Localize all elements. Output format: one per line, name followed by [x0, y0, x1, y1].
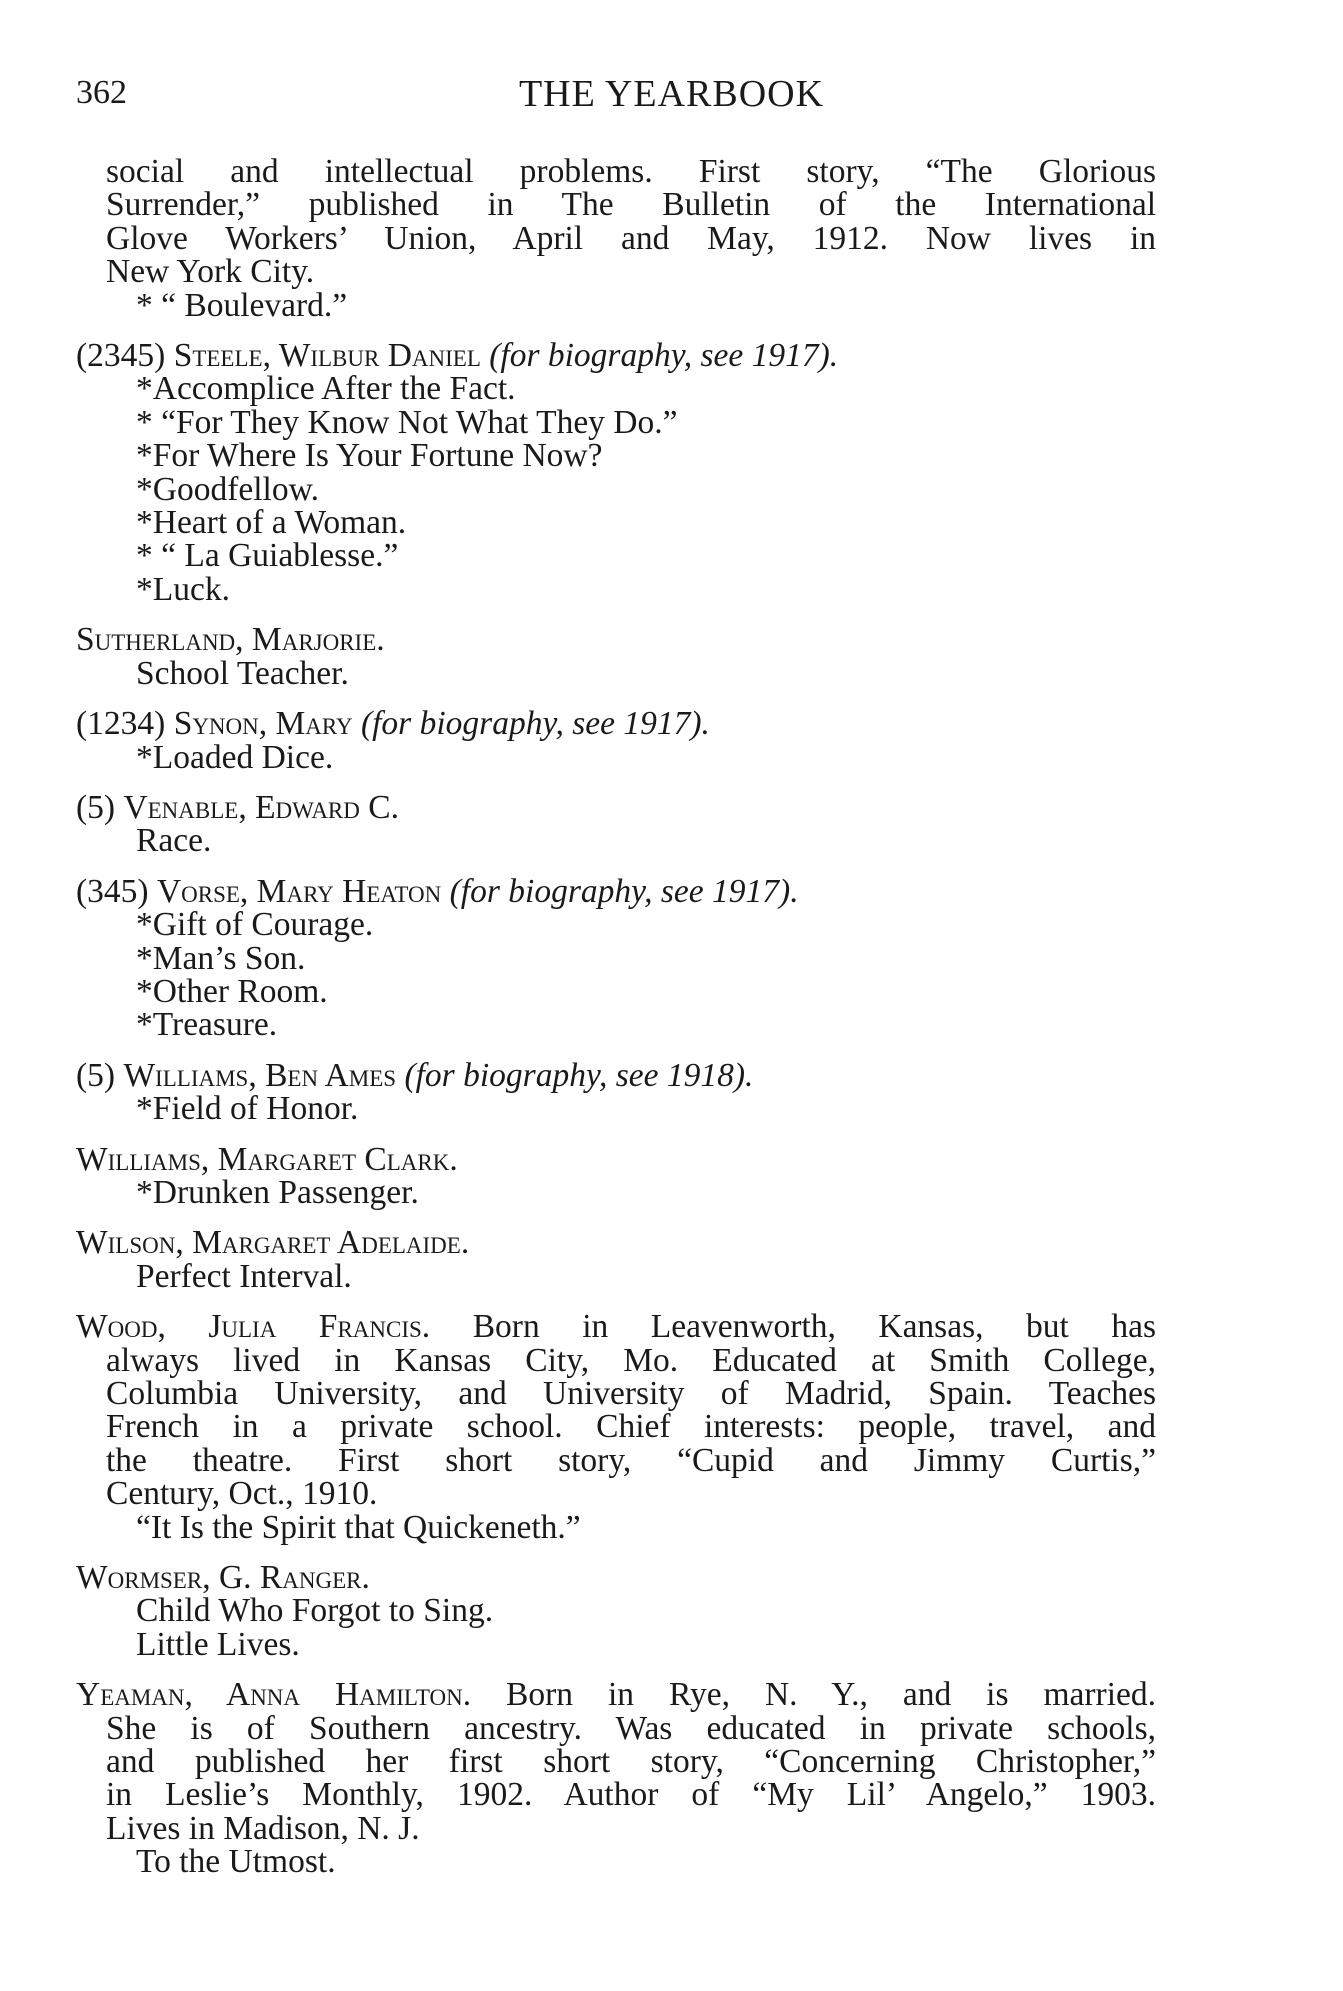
- entry-number: (345): [76, 872, 149, 910]
- story-title: “It Is the Spirit that Quickeneth.”: [136, 1508, 581, 1546]
- author-name: Sutherland, Marjorie.: [76, 621, 385, 659]
- story-title: Perfect Interval.: [136, 1257, 352, 1295]
- bio-line: She is of Southern ancestry. Was educated in private schools,: [106, 1709, 1156, 1747]
- author-name: Yeaman, Anna Hamilton.: [76, 1676, 472, 1714]
- story-title: Child Who Forgot to Sing.: [136, 1592, 494, 1630]
- author-heading: [76, 621, 1156, 659]
- author-name: Synon, Mary: [173, 705, 353, 743]
- author-name: Wormser, G. Ranger.: [76, 1559, 370, 1597]
- entry-number: (5): [76, 1056, 116, 1094]
- bio-reference: (for biography, see 1918).: [404, 1056, 754, 1094]
- story-title: * “ La Guiablesse.”: [136, 537, 399, 575]
- story-title: *Gift of Courage.: [136, 906, 374, 944]
- author-name: Williams, Margaret Clark.: [76, 1140, 458, 1178]
- author-heading: [76, 705, 1156, 743]
- story-title: *Man’s Son.: [136, 939, 306, 977]
- author-heading: [76, 337, 1156, 375]
- author-entry: [76, 1676, 1157, 1881]
- author-name: Steele, Wilbur Daniel: [173, 337, 481, 375]
- author-entry: [76, 623, 1156, 690]
- entry-number: (2345): [76, 337, 166, 375]
- bio-reference: (for biography, see 1917).: [449, 872, 799, 910]
- story-title: *Goodfellow.: [136, 470, 319, 508]
- author-name: Wilson, Margaret Adelaide.: [76, 1224, 470, 1262]
- story-title: Little Lives.: [136, 1625, 300, 1663]
- story-title: *Drunken Passenger.: [136, 1173, 419, 1211]
- author-entry: [76, 788, 1156, 860]
- author-entry: [76, 1226, 1156, 1293]
- story-title: * “ Boulevard.”: [136, 286, 348, 324]
- running-title: THE YEARBOOK: [518, 73, 825, 115]
- author-entry: [76, 707, 1156, 774]
- author-entry: [76, 1561, 1156, 1661]
- story-title: * “For They Know Not What They Do.”: [136, 403, 678, 441]
- author-heading: [76, 1056, 1156, 1094]
- author-heading: [76, 1559, 1156, 1597]
- bio-reference: (for biography, see 1917).: [360, 705, 710, 743]
- bio-line: social and intellectual problems. First story, “The Glorious: [106, 153, 1156, 190]
- bio-line: in Leslie’s Monthly, 1902. Author of “My Lil’ Angelo,” 1903.: [106, 1776, 1156, 1814]
- bio-line: Century, Oct., 1910.: [106, 1475, 378, 1513]
- page-body: [76, 155, 1156, 1879]
- bio-line: French in a private school. Chief interests: people, travel, and: [106, 1408, 1156, 1446]
- story-title: *For Where Is Your Fortune Now?: [136, 437, 603, 475]
- bio-text: Born in Leavenworth, Kansas, but has: [472, 1308, 1156, 1346]
- bio-line: New York City.: [106, 253, 315, 291]
- author-name: Vorse, Mary Heaton: [156, 872, 442, 910]
- author-name: Williams, Ben Ames: [123, 1056, 397, 1094]
- story-title: *Accomplice After the Fact.: [136, 370, 516, 408]
- bio-text: Born in Rye, N. Y., and is married.: [506, 1676, 1157, 1714]
- author-entry: [76, 1056, 1156, 1128]
- story-title: School Teacher.: [136, 654, 349, 692]
- story-title: *Loaded Dice.: [136, 738, 334, 776]
- author-heading: [76, 788, 1156, 826]
- author-entry: [76, 339, 1156, 606]
- author-heading: [76, 1140, 1156, 1178]
- author-heading: [76, 1676, 1157, 1714]
- entry-number: (5): [76, 788, 116, 826]
- author-entry: [76, 872, 1156, 1044]
- bio-line: always lived in Kansas City, Mo. Educated at Smith College,: [106, 1341, 1156, 1379]
- story-title: *Field of Honor.: [136, 1090, 359, 1128]
- author-heading: [76, 1308, 1156, 1346]
- page-header: [0, 72, 1343, 122]
- bio-line: Surrender,” published in The Bulletin of the International: [106, 186, 1156, 224]
- continued-entry: [76, 155, 1156, 322]
- story-title: *Treasure.: [136, 1006, 278, 1044]
- page-number: 362: [76, 74, 127, 111]
- story-title: *Other Room.: [136, 972, 328, 1010]
- bio-line: Columbia University, and University of Madrid, Spain. Teaches: [106, 1375, 1156, 1412]
- story-title: To the Utmost.: [136, 1843, 336, 1881]
- story-title: *Luck.: [136, 570, 230, 608]
- bio-line: Lives in Madison, N. J.: [106, 1809, 420, 1847]
- bio-line: Glove Workers’ Union, April and May, 1912. Now lives in: [106, 219, 1156, 257]
- author-heading: [76, 872, 1156, 910]
- story-title: Race.: [136, 822, 212, 860]
- author-heading: [76, 1224, 1156, 1262]
- author-entry: [76, 1140, 1156, 1211]
- bio-line: and published her first short story, “Concerning Christopher,”: [106, 1743, 1156, 1781]
- author-entry: [76, 1310, 1156, 1544]
- author-name: Venable, Edward C.: [123, 788, 399, 826]
- author-name: Wood, Julia Francis.: [76, 1308, 431, 1346]
- entry-number: (1234): [76, 705, 166, 743]
- story-title: *Heart of a Woman.: [136, 504, 407, 542]
- bio-reference: (for biography, see 1917).: [489, 337, 839, 375]
- bio-line: the theatre. First short story, “Cupid and Jimmy Curtis,”: [106, 1441, 1156, 1479]
